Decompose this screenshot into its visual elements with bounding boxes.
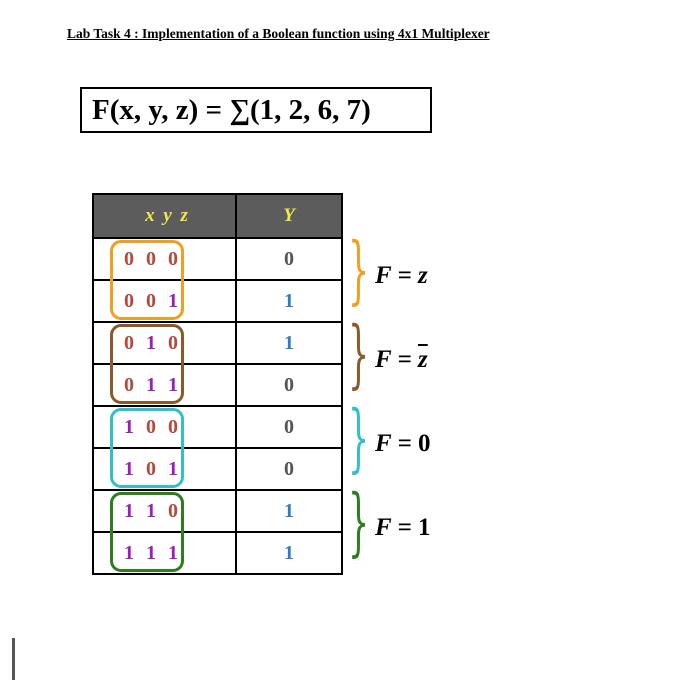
group-function-label	[375, 262, 428, 290]
bit-y: 0	[146, 247, 156, 270]
bit-z: 0	[168, 415, 178, 438]
output-cell: 0	[236, 406, 342, 448]
group-brace-icon: }	[348, 479, 370, 565]
group-ring	[110, 240, 184, 320]
label-value: 0	[417, 430, 431, 457]
group-ring	[110, 408, 184, 488]
group-ring	[110, 324, 184, 404]
output-cell: 0	[236, 238, 342, 280]
group-function-label	[375, 430, 430, 458]
label-prefix: F =	[375, 430, 418, 457]
bit-z: 1	[168, 289, 178, 312]
page-title: Lab Task 4 : Implementation of a Boolean function using 4x1 Multiplexer	[67, 26, 490, 41]
group-function-label	[375, 514, 430, 542]
bit-z: 1	[168, 457, 178, 480]
label-prefix: F =	[375, 514, 418, 541]
output-cell: 1	[236, 490, 342, 532]
bit-z: 0	[168, 331, 178, 354]
header-y: y	[163, 205, 174, 226]
bit-z: 1	[168, 373, 178, 396]
bit-x: 0	[124, 247, 134, 270]
bit-z: 0	[168, 499, 178, 522]
group-function-label	[375, 346, 428, 374]
output-cell: 0	[236, 364, 342, 406]
bit-x: 0	[124, 373, 134, 396]
bit-x: 1	[124, 541, 134, 564]
bit-y: 0	[146, 415, 156, 438]
bit-y: 1	[146, 373, 156, 396]
bit-y: 1	[146, 499, 156, 522]
bit-x: 1	[124, 457, 134, 480]
label-value: z	[417, 262, 428, 289]
output-header: Y	[236, 194, 342, 238]
text-cursor-bar	[12, 638, 15, 680]
bit-y: 0	[146, 457, 156, 480]
group-ring	[110, 492, 184, 572]
label-prefix: F =	[375, 346, 418, 373]
bit-z: 0	[168, 247, 178, 270]
boolean-function-formula: F(x, y, z) = ∑(1, 2, 6, 7)	[92, 94, 371, 126]
bit-y: 1	[146, 541, 156, 564]
bit-x: 0	[124, 289, 134, 312]
input-vars-header	[93, 194, 236, 238]
output-cell: 1	[236, 532, 342, 574]
boolean-function-box	[80, 87, 432, 133]
output-cell: 1	[236, 322, 342, 364]
bit-z: 1	[168, 541, 178, 564]
bit-y: 0	[146, 289, 156, 312]
label-value: $\overline{z}$	[417, 346, 428, 373]
truth-table-header-row	[93, 194, 342, 238]
label-prefix: F =	[375, 262, 418, 289]
output-cell: 0	[236, 448, 342, 490]
group-brace-icon: }	[348, 227, 370, 313]
bit-x: 1	[124, 415, 134, 438]
header-x: x	[145, 205, 157, 226]
group-brace-icon: }	[348, 311, 370, 397]
output-cell: 1	[236, 280, 342, 322]
group-brace-icon: }	[348, 395, 370, 481]
label-value: 1	[417, 514, 431, 541]
header-z: z	[180, 205, 190, 226]
bit-y: 1	[146, 331, 156, 354]
bit-x: 1	[124, 499, 134, 522]
bit-x: 0	[124, 331, 134, 354]
